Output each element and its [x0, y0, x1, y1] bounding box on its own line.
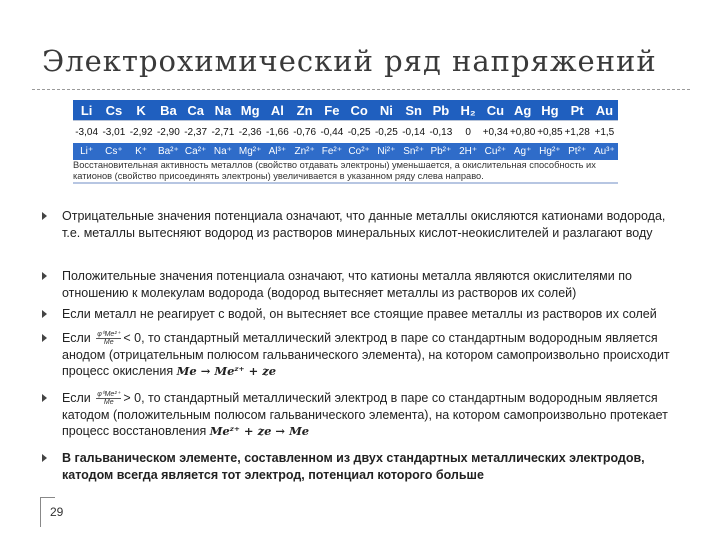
potential-cell: -0,25 — [373, 121, 400, 144]
potential-cell: 0 — [455, 121, 482, 144]
potential-condition: > 0 — [123, 391, 142, 405]
potential-cell: +1,28 — [564, 121, 591, 144]
bullet-text: В гальваническом элементе, составленном из двух стандартных металлических электродов, катодом всегда является тот электрод, потенциал которого больше — [62, 451, 645, 482]
metal-symbol-cell: Co — [346, 100, 373, 121]
ion-cell: Cu²⁺ — [482, 143, 509, 160]
potential-cell: +0,85 — [536, 121, 563, 144]
ion-cell: Na⁺ — [209, 143, 236, 160]
potential-condition: < 0 — [123, 331, 142, 345]
metal-symbol-cell: Zn — [291, 100, 318, 121]
bullet-text: Если металл не реагирует с водой, он вытесняет все стоящие правее металлы из растворов их солей — [62, 307, 657, 321]
ion-cell: Mg²⁺ — [237, 143, 264, 160]
oxidation-equation: Me → Meᶻ⁺ + ze — [176, 364, 277, 378]
slide-title: Электрохимический ряд напряжений — [42, 44, 657, 78]
potential-cell: -2,92 — [128, 121, 155, 144]
ion-cell: 2H⁺ — [455, 143, 482, 160]
bullet-text: Если $\frac{\text{φ⁰Me²⁺}}{Me}$ > 0, то стандартный металлический электрод в паре со стандартным водородным является катодом (положительным полюсом гальванического элемента), на котором самопроизвольно протекает процесс восстановления Meᶻ⁺ + ze → Me — [62, 391, 668, 438]
ion-cell: Cs⁺ — [100, 143, 127, 160]
ion-cell: Ni²⁺ — [373, 143, 400, 160]
potential-cell: -0,25 — [346, 121, 373, 144]
metal-symbol-cell: Ca — [182, 100, 209, 121]
ion-cell: Sn²⁺ — [400, 143, 427, 160]
potential-cell: -0,76 — [291, 121, 318, 144]
potential-cell: -1,66 — [264, 121, 291, 144]
potential-cell: -2,71 — [209, 121, 236, 144]
ion-cell: Fe²⁺ — [318, 143, 345, 160]
potential-fraction: $\frac{\text{φ⁰Me²⁺}}{Me}$ — [97, 331, 121, 347]
ion-cell: K⁺ — [128, 143, 155, 160]
ion-cell: Zn²⁺ — [291, 143, 318, 160]
ion-cell: Au³⁺ — [591, 143, 618, 160]
potential-cell: -0,13 — [427, 121, 454, 144]
metal-symbol-cell: Al — [264, 100, 291, 121]
bullet-text: Отрицательные значения потенциала означают, что данные металлы окисляются катионами водорода, т.е. металлы вытесняют водород из растворов минеральных кислот-неокислителей и разлагают воду — [62, 209, 666, 240]
potential-cell: -2,90 — [155, 121, 182, 144]
title-divider — [32, 89, 690, 90]
electrochemical-series-table — [73, 100, 618, 198]
metal-symbol-cell: Mg — [237, 100, 264, 121]
ion-cell: Co²⁺ — [346, 143, 373, 160]
footer-divider — [40, 497, 41, 527]
bullet-arrow-icon — [42, 272, 47, 280]
metal-symbol-cell: Na — [209, 100, 236, 121]
metal-symbol-cell: Cs — [100, 100, 127, 121]
metal-symbol-cell: Fe — [318, 100, 345, 121]
metal-symbol-cell: Cu — [482, 100, 509, 121]
bullet-prefix: Если — [62, 331, 91, 345]
metal-symbol-cell: H₂ — [455, 100, 482, 121]
page-number: 29 — [50, 505, 64, 519]
potential-cell: +1,5 — [591, 121, 618, 144]
metal-symbol-cell: Ni — [373, 100, 400, 121]
potential-cell: -2,37 — [182, 121, 209, 144]
bullet-prefix: Если — [62, 391, 91, 405]
potential-cell: -3,04 — [73, 121, 100, 144]
metal-symbol-cell: Li — [73, 100, 100, 121]
ion-cell: Ca²⁺ — [182, 143, 209, 160]
metal-symbol-cell: Pb — [427, 100, 454, 121]
potential-cell: -0,44 — [318, 121, 345, 144]
metal-symbol-cell: Hg — [536, 100, 563, 121]
metal-symbol-cell: Au — [591, 100, 618, 121]
ion-cell: Li⁺ — [73, 143, 100, 160]
metal-symbol-cell: K — [128, 100, 155, 121]
bullet-arrow-icon — [42, 394, 47, 402]
metal-symbol-cell: Sn — [400, 100, 427, 121]
footer-divider — [40, 497, 55, 498]
ion-cell: Ba²⁺ — [155, 143, 182, 160]
ion-cell: Ag⁺ — [509, 143, 536, 160]
bullet-arrow-icon — [42, 334, 47, 342]
ion-cell: Pb²⁺ — [427, 143, 454, 160]
metal-symbol-cell: Ag — [509, 100, 536, 121]
potential-cell: -0,14 — [400, 121, 427, 144]
metal-symbol-cell: Pt — [564, 100, 591, 121]
ion-cell: Al³⁺ — [264, 143, 291, 160]
ion-cell: Hg²⁺ — [536, 143, 563, 160]
potential-cell: +0,34 — [482, 121, 509, 144]
potential-cell: +0,80 — [509, 121, 536, 144]
bullet-arrow-icon — [42, 454, 47, 462]
ion-cell: Pt²⁺ — [564, 143, 591, 160]
reduction-equation: Meᶻ⁺ + ze → Me — [209, 424, 310, 438]
potential-fraction: $\frac{\text{φ⁰Me²⁺}}{Me}$ — [97, 391, 121, 407]
bullet-arrow-icon — [42, 212, 47, 220]
table-note: Восстановительная активность металлов (свойство отдавать электроны) уменьшается, а окислительная способность их катионов (свойство присоединять электроны) увеличивается в указанном ряду слева направо. — [73, 160, 618, 183]
bullet-arrow-icon — [42, 310, 47, 318]
bullet-text: Если $\frac{\text{φ⁰Me²⁺}}{Me}$ < 0, то стандартный металлический электрод в паре со стандартным водородным является анодом (отрицательным полюсом гальванического элемента), на котором самопроизвольно происходит процесс окисления Me → Meᶻ⁺ + ze — [62, 331, 670, 378]
metal-symbol-cell: Ba — [155, 100, 182, 121]
potential-cell: -3,01 — [100, 121, 127, 144]
potential-cell: -2,36 — [237, 121, 264, 144]
bullet-text: Положительные значения потенциала означают, что катионы металла являются окислителями по отношению к молекулам водорода (водород вытесняет металлы из растворов их солей) — [62, 269, 632, 300]
